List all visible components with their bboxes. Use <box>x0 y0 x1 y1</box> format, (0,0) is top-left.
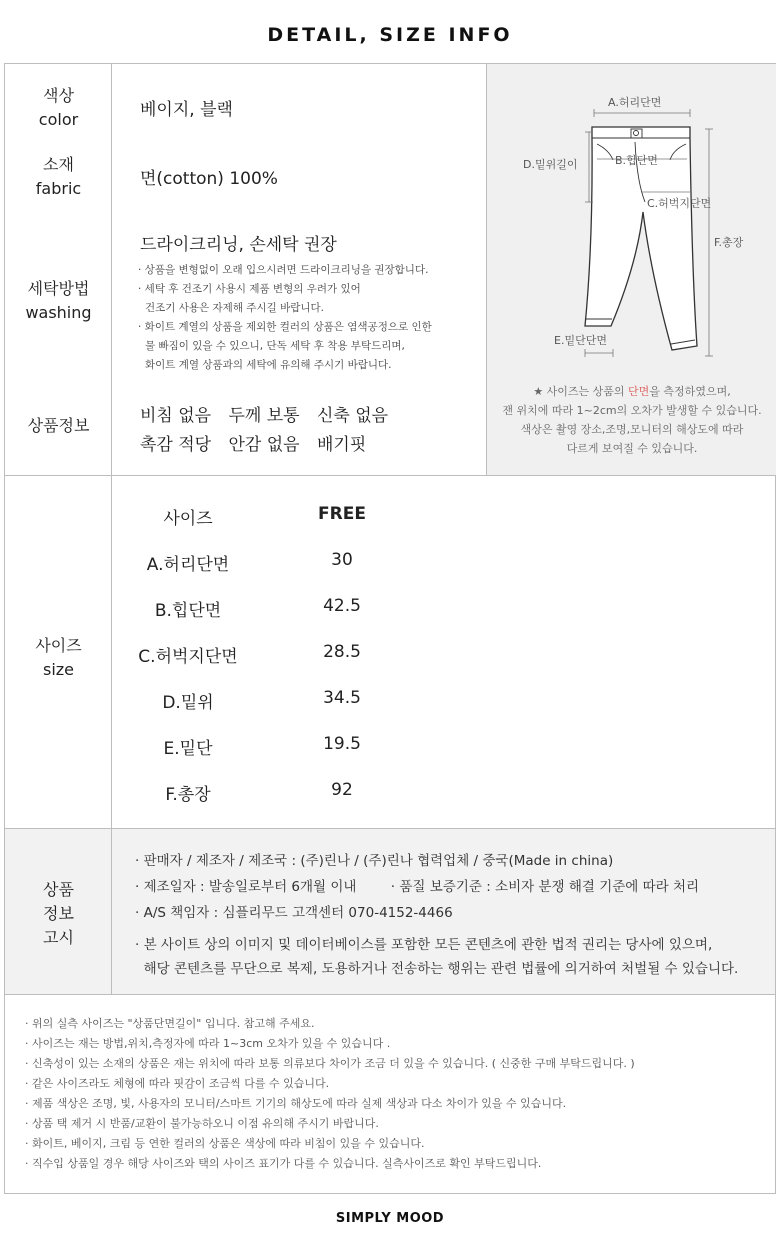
fabric-value: 면(cotton) 100% <box>140 169 278 189</box>
washing-note: · 세탁 후 건조기 사용시 제품 변형의 우려가 있어 <box>138 283 361 295</box>
size-row-key: D.밑위 <box>162 693 214 713</box>
fabric-label-ko: 소재 <box>43 155 74 174</box>
notice-label <box>5 878 112 950</box>
product-info-label-ko: 상품정보 <box>27 416 90 435</box>
diagram-label-d: D.밑위길이 <box>523 158 578 171</box>
detail-section <box>4 63 776 475</box>
caution-item: · 화이트, 베이지, 크림 등 연한 컬러의 상품은 색상에 따라 비침이 있을 수 있습니다. <box>25 1137 425 1150</box>
note-prefix: ★ 사이즈는 상품의 <box>533 385 629 398</box>
size-section <box>4 475 776 828</box>
product-info-item: 비침 없음 <box>140 406 212 426</box>
diagram-label-a: A.허리단면 <box>608 96 662 109</box>
size-row-value: 30 <box>331 550 353 570</box>
diagram-label-b: B.힙단면 <box>615 154 658 167</box>
pants-diagram <box>486 64 776 475</box>
diagram-note <box>487 382 777 458</box>
washing-value: 드라이크리닝, 손세탁 권장 <box>140 235 337 255</box>
color-label <box>5 84 112 132</box>
size-row-key: F.총장 <box>165 785 211 805</box>
size-row-key: B.힙단면 <box>154 601 222 621</box>
size-label-ko: 사이즈 <box>35 636 82 655</box>
washing-note: · 화이트 계열의 상품을 제외한 컬러의 상품은 염색공정으로 인한 <box>138 321 432 333</box>
diagram-label-f: F.총장 <box>714 236 744 249</box>
fabric-label-en: fabric <box>35 179 82 198</box>
product-info-row <box>140 401 400 426</box>
product-info-item: 신축 없음 <box>317 406 389 426</box>
caution-item: · 사이즈는 재는 방법,위치,측정자에 따라 1~3cm 오차가 있을 수 있습니다 . <box>25 1037 391 1050</box>
diagram-note-line <box>487 382 777 401</box>
note-suffix: 을 측정하였으며, <box>649 385 731 398</box>
washing-note: 물 빠짐이 있을 수 있으니, 단독 세탁 후 착용 부탁드리며, <box>145 340 405 352</box>
size-header-value: FREE <box>318 504 366 524</box>
washing-note: 화이트 계열 상품과의 세탁에 유의해 주시기 바랍니다. <box>145 359 392 371</box>
caution-item: · 제품 색상은 조명, 빛, 사용자의 모니터/스마트 기기의 해상도에 따라 실제 색상과 다소 차이가 있을 수 있습니다. <box>25 1097 567 1110</box>
size-row-key: E.밑단 <box>163 739 213 759</box>
page-title: DETAIL, SIZE INFO <box>267 24 513 46</box>
caution-item: · 위의 실측 사이즈는 "상품단면길이" 입니다. 참고해 주세요. <box>25 1017 315 1030</box>
product-notice-section <box>4 828 776 994</box>
diagram-note-line: 다르게 보여질 수 있습니다. <box>566 442 698 455</box>
size-labels <box>5 476 112 828</box>
washing-label <box>5 277 112 325</box>
detail-values <box>112 64 486 475</box>
diagram-label-c: C.허벅지단면 <box>647 197 712 210</box>
washing-label-ko: 세탁방법 <box>27 279 90 298</box>
caution-item: · 직수입 상품일 경우 해당 사이즈와 택의 사이즈 표기가 다를 수 있습니다. 실측사이즈로 확인 부탁드립니다. <box>25 1157 542 1170</box>
size-row-value: 92 <box>331 780 353 800</box>
size-header-key: 사이즈 <box>163 509 213 529</box>
product-info-item: 안감 없음 <box>228 435 300 455</box>
notice-row: · 판매자 / 제조자 / 제조국 : (주)린나 / (주)린나 협력업체 / 중국(Made in china) <box>135 853 614 869</box>
notice-labels <box>5 829 112 994</box>
color-value: 베이지, 블랙 <box>140 100 233 120</box>
notice-label-line: 상품 <box>43 880 74 899</box>
product-info-item: 배기핏 <box>317 435 367 455</box>
size-row-key: C.허벅지단면 <box>138 647 238 667</box>
cautions-section <box>4 994 776 1194</box>
notice-row: · 제조일자 : 발송일로부터 6개월 이내 · 품질 보증기준 : 소비자 분쟁 해결 기준에 따라 처리 <box>135 879 700 895</box>
product-info-item: 촉감 적당 <box>140 435 212 455</box>
diagram-label-e: E.밑단단면 <box>554 334 607 347</box>
diagram-note-line: 잰 위치에 따라 1~2cm의 오차가 발생할 수 있습니다. <box>502 404 762 417</box>
product-info-item: 두께 보통 <box>228 406 300 426</box>
notice-row: 해당 콘텐츠를 무단으로 복제, 도용하거나 전송하는 행위는 관련 법률에 의거하여 처벌될 수 있습니다. <box>135 961 739 977</box>
detail-labels <box>5 64 112 475</box>
size-row-key: A.허리단면 <box>146 555 230 575</box>
size-row-value: 34.5 <box>323 688 361 708</box>
note-highlight: 단면 <box>628 385 650 398</box>
size-label <box>5 634 112 682</box>
notice-label-line: 정보 <box>43 904 74 923</box>
notice-label-line: 고시 <box>43 928 74 947</box>
size-row-value: 28.5 <box>323 642 361 662</box>
washing-label-en: washing <box>25 303 92 322</box>
product-info-row <box>140 430 378 455</box>
size-row-value: 42.5 <box>323 596 361 616</box>
notice-row: · 본 사이트 상의 이미지 및 데이터베이스를 포함한 모든 콘텐츠에 관한 법적 권리는 당사에 있으며, <box>135 937 713 953</box>
caution-item: · 신축성이 있는 소재의 상품은 재는 위치에 따라 보통 의류보다 차이가 조금 더 있을 수 있습니다. ( 신중한 구매 부탁드립니다. ) <box>25 1057 635 1070</box>
color-label-ko: 색상 <box>43 86 74 105</box>
fabric-label <box>5 153 112 201</box>
product-info-label <box>5 414 112 438</box>
pants-illustration <box>487 64 777 374</box>
diagram-note-line: 색상은 촬영 장소,조명,모니터의 해상도에 따라 <box>520 423 744 436</box>
color-label-en: color <box>38 110 79 129</box>
size-row-value: 19.5 <box>323 734 361 754</box>
washing-note: 건조기 사용은 자제해 주시길 바랍니다. <box>145 302 324 314</box>
caution-item: · 같은 사이즈라도 체형에 따라 핏감이 조금씩 다를 수 있습니다. <box>25 1077 330 1090</box>
washing-note: · 상품을 변형없이 오래 입으시려면 드라이크리닝을 권장합니다. <box>138 264 429 276</box>
washing-notes <box>138 261 483 375</box>
caution-item: · 상품 택 제거 시 반품/교환이 불가능하오니 이점 유의해 주시기 바랍니다. <box>25 1117 379 1130</box>
size-label-en: size <box>42 660 75 679</box>
brand-logo-text: SIMPLY MOOD <box>335 1211 445 1226</box>
notice-row: · A/S 책임자 : 심플리무드 고객센터 070-4152-4466 <box>135 905 453 921</box>
